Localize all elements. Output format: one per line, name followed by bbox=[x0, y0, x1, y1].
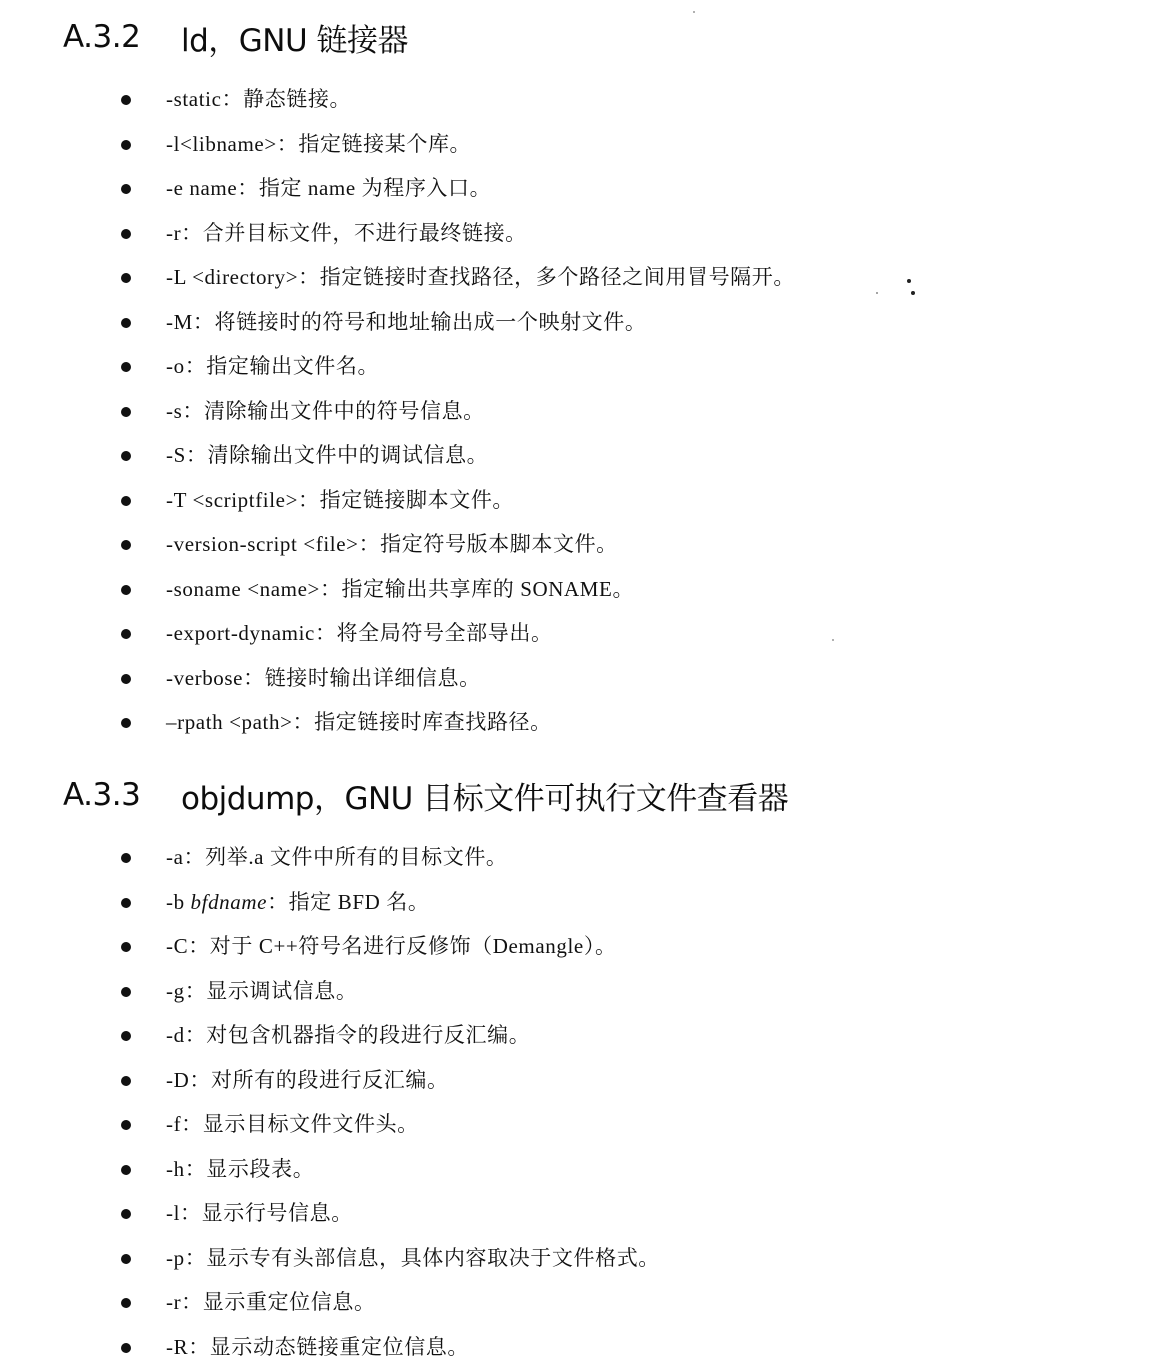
bullet-icon bbox=[121, 1031, 131, 1041]
option-text: –rpath <path>：指定链接时库查找路径。 bbox=[166, 706, 552, 736]
bullet-icon bbox=[121, 407, 131, 417]
option-text: -static：静态链接。 bbox=[166, 83, 351, 113]
option-description: ：指定 BFD 名。 bbox=[267, 890, 429, 914]
bullet-icon bbox=[121, 853, 131, 863]
list-item bbox=[0, 1057, 1149, 1102]
section-title: ld，GNU 链接器 bbox=[181, 15, 408, 60]
option-text: -D：对所有的段进行反汇编。 bbox=[166, 1064, 449, 1094]
option-text: -l：显示行号信息。 bbox=[166, 1197, 353, 1227]
list-item bbox=[0, 566, 1149, 611]
list-item bbox=[0, 210, 1149, 255]
option-text: -e name：指定 name 为程序入口。 bbox=[166, 172, 491, 202]
list-item bbox=[0, 1324, 1149, 1368]
bullet-icon bbox=[121, 629, 131, 639]
list-item bbox=[0, 254, 1149, 299]
scan-speck bbox=[876, 292, 878, 294]
list-item bbox=[0, 521, 1149, 566]
option-list bbox=[0, 834, 1149, 1368]
list-item bbox=[0, 923, 1149, 968]
option-prefix: -b bbox=[166, 890, 191, 914]
bullet-icon bbox=[121, 1298, 131, 1308]
section-ld bbox=[0, 14, 1149, 744]
list-item bbox=[0, 1190, 1149, 1235]
bullet-icon bbox=[121, 718, 131, 728]
scan-speck bbox=[911, 291, 915, 295]
bullet-icon bbox=[121, 140, 131, 150]
option-text: -R：显示动态链接重定位信息。 bbox=[166, 1331, 469, 1361]
list-item bbox=[0, 1235, 1149, 1280]
bullet-icon bbox=[121, 273, 131, 283]
list-item bbox=[0, 76, 1149, 121]
list-item bbox=[0, 699, 1149, 744]
bullet-icon bbox=[121, 1343, 131, 1353]
bullet-icon bbox=[121, 1254, 131, 1264]
option-text: -h：显示段表。 bbox=[166, 1153, 314, 1183]
list-item bbox=[0, 1012, 1149, 1057]
option-text: -s：清除输出文件中的符号信息。 bbox=[166, 395, 485, 425]
list-item bbox=[0, 1101, 1149, 1146]
option-text: -o：指定输出文件名。 bbox=[166, 350, 379, 380]
section-heading bbox=[0, 14, 1149, 60]
section-title: objdump，GNU 目标文件可执行文件查看器 bbox=[181, 773, 788, 818]
list-item bbox=[0, 343, 1149, 388]
list-item bbox=[0, 121, 1149, 166]
option-argument: bfdname bbox=[191, 890, 268, 914]
option-text: -p：显示专有头部信息，具体内容取决于文件格式。 bbox=[166, 1242, 660, 1272]
bullet-icon bbox=[121, 674, 131, 684]
option-text: -verbose：链接时输出详细信息。 bbox=[166, 662, 481, 692]
list-item bbox=[0, 968, 1149, 1013]
list-item bbox=[0, 388, 1149, 433]
bullet-icon bbox=[121, 1120, 131, 1130]
option-text: -f：显示目标文件文件头。 bbox=[166, 1108, 419, 1138]
option-text: -r：合并目标文件，不进行最终链接。 bbox=[166, 217, 527, 247]
option-text: -soname <name>：指定输出共享库的 SONAME。 bbox=[166, 573, 634, 603]
bullet-icon bbox=[121, 987, 131, 997]
option-text: -l<libname>：指定链接某个库。 bbox=[166, 128, 471, 158]
bullet-icon bbox=[121, 362, 131, 372]
list-item bbox=[0, 299, 1149, 344]
scan-speck bbox=[693, 11, 695, 13]
scan-speck bbox=[907, 279, 911, 283]
option-text: -r：显示重定位信息。 bbox=[166, 1286, 376, 1316]
list-item bbox=[0, 655, 1149, 700]
bullet-icon bbox=[121, 1076, 131, 1086]
option-text: -L <directory>：指定链接时查找路径，多个路径之间用冒号隔开。 bbox=[166, 261, 795, 291]
option-text: -S：清除输出文件中的调试信息。 bbox=[166, 439, 488, 469]
option-text: -export-dynamic：将全局符号全部导出。 bbox=[166, 617, 553, 647]
bullet-icon bbox=[121, 1209, 131, 1219]
option-text: -g：显示调试信息。 bbox=[166, 975, 358, 1005]
bullet-icon bbox=[121, 184, 131, 194]
option-text bbox=[166, 886, 429, 916]
section-number: A.3.3 bbox=[63, 777, 181, 813]
option-text: -version-script <file>：指定符号版本脚本文件。 bbox=[166, 528, 618, 558]
section-number: A.3.2 bbox=[63, 19, 181, 55]
section-heading bbox=[0, 772, 1149, 818]
bullet-icon bbox=[121, 229, 131, 239]
bullet-icon bbox=[121, 95, 131, 105]
list-item bbox=[0, 610, 1149, 655]
bullet-icon bbox=[121, 451, 131, 461]
scan-speck bbox=[832, 639, 834, 641]
bullet-icon bbox=[121, 318, 131, 328]
bullet-icon bbox=[121, 898, 131, 908]
option-list bbox=[0, 76, 1149, 744]
list-item bbox=[0, 432, 1149, 477]
list-item bbox=[0, 879, 1149, 924]
section-objdump bbox=[0, 772, 1149, 1368]
list-item bbox=[0, 834, 1149, 879]
list-item bbox=[0, 1279, 1149, 1324]
list-item bbox=[0, 1146, 1149, 1191]
option-text: -a：列举.a 文件中所有的目标文件。 bbox=[166, 841, 508, 871]
option-text: -C：对于 C++符号名进行反修饰（Demangle）。 bbox=[166, 930, 617, 960]
bullet-icon bbox=[121, 496, 131, 506]
list-item bbox=[0, 165, 1149, 210]
bullet-icon bbox=[121, 1165, 131, 1175]
option-text: -M：将链接时的符号和地址输出成一个映射文件。 bbox=[166, 306, 646, 336]
bullet-icon bbox=[121, 942, 131, 952]
option-text: -T <scriptfile>：指定链接脚本文件。 bbox=[166, 484, 514, 514]
option-text: -d：对包含机器指令的段进行反汇编。 bbox=[166, 1019, 530, 1049]
list-item bbox=[0, 477, 1149, 522]
bullet-icon bbox=[121, 540, 131, 550]
bullet-icon bbox=[121, 585, 131, 595]
